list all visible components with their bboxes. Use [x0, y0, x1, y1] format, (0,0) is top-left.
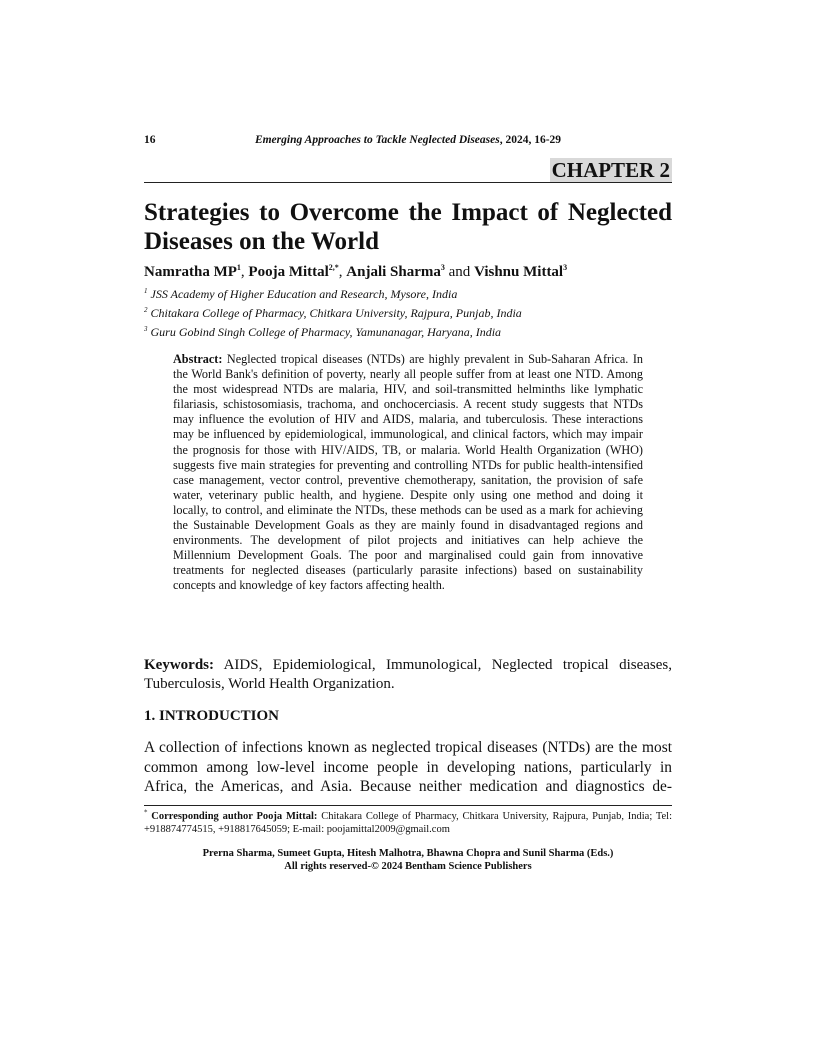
footnote-mark: *: [144, 808, 148, 817]
affiliation: [144, 325, 672, 340]
author-name: Vishnu Mittal: [474, 264, 564, 280]
author-separator: ,: [338, 264, 347, 280]
intro-paragraph: A collection of infections known as neglected tropical diseases (NTDs) are the most common among low-level income people in developing nations, particularly in Africa, the Americas, and Asia. Because neither medication and diagnostics de-: [144, 739, 672, 795]
journal-title: Emerging Approaches to Tackle Neglected Diseases: [254, 134, 500, 146]
affiliation-text: JSS Academy of Higher Education and Research, Mysore, India: [150, 287, 458, 301]
author-affiliation-mark: 1: [236, 263, 241, 272]
footnote-text: Chitakara College of Pharmacy, Chitkara University, Rajpura, Punjab, India; Tel: +918874774515, +918817645059; E-mail: poojamittal2009@gmail.com: [144, 811, 673, 835]
journal-year-pages: , 2024, 16-29: [499, 134, 562, 146]
keywords-text: AIDS, Epidemiological, Immunological, Neglected tropical diseases, Tuberculosis, World Health Organization.: [144, 657, 672, 692]
chapter-divider: [144, 182, 672, 183]
chapter-title: Strategies to Overcome the Impact of Neglected Diseases on the World: [144, 199, 672, 255]
author-affiliation-mark: 3: [563, 263, 568, 272]
abstract-label: Abstract:: [173, 352, 223, 366]
author-name: Anjali Sharma: [346, 264, 441, 280]
affiliation-number: 3: [144, 325, 148, 333]
affiliation: [144, 306, 672, 321]
footnote-divider: [144, 805, 672, 806]
affiliation-number: 1: [144, 287, 148, 295]
author-affiliation-mark: 2,*: [328, 263, 339, 272]
author-affiliation-mark: 3: [440, 263, 445, 272]
journal-citation: [144, 134, 672, 146]
chapter-label: CHAPTER 2: [551, 158, 670, 182]
author-separator: ,: [240, 264, 249, 280]
author-list: [144, 263, 672, 281]
section-heading: 1. INTRODUCTION: [144, 708, 280, 724]
publisher-info: [144, 848, 672, 873]
affiliation-text: Chitakara College of Pharmacy, Chitkara University, Rajpura, Punjab, India: [150, 306, 522, 320]
abstract-text: Neglected tropical diseases (NTDs) are highly prevalent in Sub-Saharan Africa. In the World Bank's definition of poverty, nearly all people suffer from at least one NTD. Among the most widespread NTDs are malaria, HIV, and soil-transmitted helminths like lymphatic filariasis, schistosomiasis, trachoma, and onchocerciasis. A recent study suggests that NTDs may influence the evolution of HIV and AIDS, malaria, and tuberculosis. These interactions may be influenced by epidemiological, immunological, and clinical factors, which may impair the prognosis for those with HIV/AIDS, TB, or malaria. World Health Organization (WHO) suggests five main strategies for preventing and controlling NTDs for public health-intensified case management, vector control, preventive chemotherapy, sanitation, the provision of safe water, veterinary public health, and hygiene. Despite only using one method and doing it locally, to control, and eliminate the NTDs, these methods can be used as a mark for achieving the Sustainable Development Goals as they are mainly found in disadvantaged regions and environments. The development of pilot projects and initiatives can help achieve the Millennium Development Goals. The poor and marginalised could gain from innovative treatments for neglected diseases (particularly parasite infections) based on sustainability concepts and knowledge of key factors affecting health.: [173, 352, 643, 593]
abstract: [173, 352, 643, 594]
footnote-label: Corresponding author Pooja Mittal:: [151, 811, 318, 822]
page-number: 16: [144, 134, 156, 146]
author-name: Pooja Mittal: [248, 264, 329, 280]
affiliation-text: Guru Gobind Singh College of Pharmacy, Yamunanagar, Haryana, India: [150, 325, 502, 339]
rights-line: All rights reserved-© 2024 Bentham Science Publishers: [284, 860, 532, 872]
corresponding-author-footnote: [144, 810, 672, 836]
author-name: Namratha MP: [144, 264, 237, 280]
keywords-label: Keywords:: [144, 657, 214, 673]
affiliation-number: 2: [144, 306, 148, 314]
author-separator: and: [444, 264, 475, 280]
editors-line: Prerna Sharma, Sumeet Gupta, Hitesh Malhotra, Bhawna Chopra and Sunil Sharma (Eds.): [202, 848, 614, 859]
affiliation: [144, 287, 672, 302]
keywords: [144, 656, 672, 693]
